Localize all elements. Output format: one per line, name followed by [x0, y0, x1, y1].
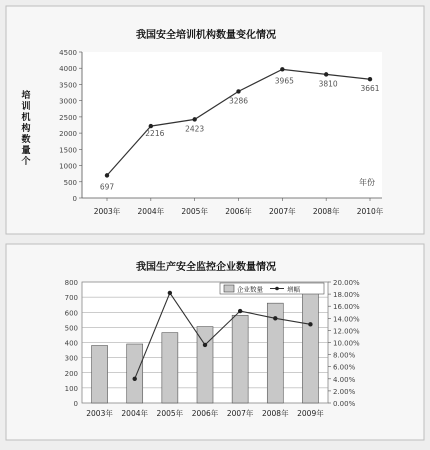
- chart2-bar: [92, 346, 108, 403]
- chart2-growth-point: [203, 343, 207, 347]
- chart1-x-tick-label: 2010年: [356, 207, 384, 216]
- chart2-bar: [302, 291, 318, 403]
- chart2-y2-tick-label: 6.00%: [333, 363, 356, 372]
- chart1-y-tick-label: 3000: [59, 97, 77, 106]
- chart2-y2-tick-label: 12.00%: [333, 327, 360, 336]
- chart2-bar: [162, 333, 178, 403]
- chart1-y-tick-label: 2500: [59, 113, 77, 122]
- chart1-data-point: [105, 173, 109, 177]
- chart1-ylabel-char: 个: [21, 157, 31, 167]
- chart1-y-tick-label: 4000: [59, 65, 77, 74]
- chart2-x-tick-label: 2008年: [261, 409, 289, 418]
- chart2-y-tick-label: 200: [64, 369, 78, 378]
- chart1-data-point: [192, 117, 196, 121]
- chart1-data-label: 3661: [360, 84, 380, 94]
- chart1-ylabel-char: 训: [21, 102, 31, 112]
- chart1-data-label: 3965: [274, 76, 294, 86]
- chart1-title: 我国安全培训机构数量变化情况: [136, 30, 276, 41]
- chart2-y2-tick-label: 0.00%: [333, 400, 356, 408]
- chart1-data-point: [324, 72, 328, 76]
- chart1-data-point: [149, 124, 153, 128]
- chart2-y-tick-label: 800: [64, 279, 78, 287]
- chart2-x-tick-label: 2009年: [297, 409, 324, 418]
- chart1-y-tick-label: 500: [63, 178, 77, 187]
- chart2-y-tick-label: 0: [73, 400, 78, 408]
- chart1-y-tick-label: 1000: [59, 162, 77, 171]
- chart1-x-tick-label: 2005年: [181, 207, 208, 216]
- chart1-data-point: [280, 67, 284, 71]
- chart2-bar: [197, 327, 213, 403]
- chart1-ylabel: [20, 89, 30, 167]
- chart1-y-tick-label: 2000: [59, 130, 77, 139]
- chart2-growth-point: [168, 291, 172, 295]
- chart1-ylabel-char: 机: [21, 113, 31, 123]
- chart1-data-label: 697: [99, 182, 115, 192]
- chart1-x-tick-label: 2004年: [137, 207, 165, 216]
- chart1-data-point: [236, 89, 240, 93]
- chart2-growth-point: [308, 322, 312, 326]
- chart1-ylabel-char: 构: [21, 124, 31, 134]
- chart2-x-tick-label: 2005年: [156, 409, 184, 418]
- chart1-data-label: 3810: [318, 79, 338, 89]
- chart2-growth-point: [273, 316, 277, 320]
- chart2-y-tick-label: 300: [64, 354, 78, 363]
- chart2-y-tick-label: 100: [64, 384, 78, 393]
- chart2-x-tick-label: 2004年: [121, 409, 149, 418]
- chart2-y-tick-label: 700: [64, 294, 78, 303]
- chart2-title: 我国生产安全监控企业数量情况: [136, 262, 276, 273]
- chart2-y2-tick-label: 4.00%: [333, 375, 356, 384]
- chart1-ylabel-char: 量: [21, 146, 31, 156]
- bar-chart-panel: [6, 244, 424, 440]
- chart1-ylabel-char: 数: [21, 135, 31, 145]
- chart2-y2-tick-label: 10.00%: [333, 339, 360, 348]
- chart1-x-tick-label: 2006年: [225, 207, 252, 216]
- legend-line-marker: [275, 287, 279, 291]
- chart2-x-tick-label: 2003年: [86, 409, 113, 418]
- chart2-y2-tick-label: 2.00%: [333, 387, 356, 396]
- chart2-legend: [220, 283, 324, 294]
- chart2-y2-tick-label: 8.00%: [333, 351, 356, 360]
- chart1-x-tick-label: 2003年: [93, 207, 121, 216]
- chart2-bar: [232, 315, 248, 403]
- chart2-y2-tick-label: 16.00%: [333, 303, 360, 312]
- chart2-y-tick-label: 500: [64, 324, 78, 333]
- chart1-data-label: 3286: [228, 96, 249, 106]
- chart2-growth-point: [238, 309, 242, 313]
- chart2-y2-tick-label: 18.00%: [333, 291, 360, 300]
- chart2-x-tick-label: 2006年: [191, 409, 219, 418]
- chart1-y-tick-label: 4500: [59, 49, 77, 57]
- panel1-plot-bg: [82, 52, 382, 198]
- legend-line-label: 增幅: [287, 285, 300, 294]
- legend-bar-label: 企业数量: [237, 285, 263, 294]
- chart1-x-tick-label: 2008年: [312, 207, 340, 216]
- chart2-bar: [127, 344, 143, 403]
- chart1-x-tick-label: 2007年: [269, 207, 296, 216]
- chart2-x-tick-label: 2007年: [226, 409, 254, 418]
- chart2-y2-tick-label: 14.00%: [333, 315, 360, 324]
- chart2-y2-tick-label: 20.00%: [333, 279, 360, 287]
- chart2-y-tick-label: 600: [64, 309, 78, 318]
- legend-bar-swatch: [224, 285, 234, 292]
- chart1-data-label: 2216: [145, 129, 165, 139]
- chart2-y-tick-label: 400: [64, 339, 78, 348]
- chart1-data-point: [368, 77, 372, 81]
- chart2-growth-point: [133, 377, 137, 381]
- chart1-y-tick-label: 1500: [59, 146, 77, 155]
- chart1-y-tick-label: 3500: [59, 81, 77, 90]
- chart1-data-label: 2423: [185, 124, 205, 134]
- chart1-ylabel-char: 培: [21, 91, 31, 101]
- chart1-xlabel: 年份: [359, 178, 375, 187]
- chart1-y-tick-label: 0: [72, 195, 77, 203]
- line-chart-panel: [6, 6, 424, 234]
